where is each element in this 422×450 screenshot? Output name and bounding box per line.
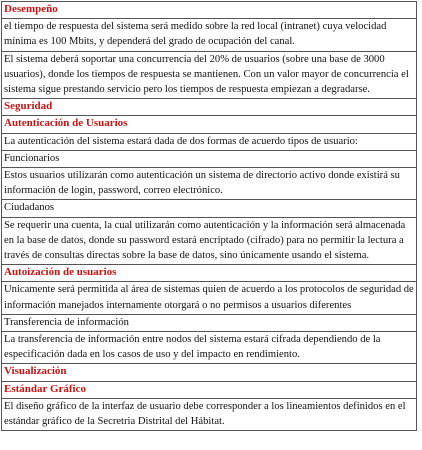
- table-row: [2, 2, 417, 19]
- table-row: [2, 265, 417, 282]
- table-row: [2, 217, 417, 265]
- table-cell: el tiempo de respuesta del sistema será medido sobre la red local (intranet) cuya velocidad mínima es 100 Mbits, y dependerá del grado de ocupación del canal.: [2, 19, 417, 51]
- section-heading: Autoización de usuarios: [2, 265, 417, 282]
- table-row: [2, 150, 417, 167]
- table-row: [2, 364, 417, 381]
- requirements-table-body: [2, 2, 417, 431]
- section-heading: Visualización: [2, 364, 417, 381]
- table-row: [2, 19, 417, 51]
- table-row: [2, 99, 417, 116]
- table-cell: Ciudadanos: [2, 200, 417, 217]
- table-row: [2, 133, 417, 150]
- table-row: [2, 314, 417, 331]
- table-cell: Unicamente será permitida al área de sistemas quien de acuerdo a los protocolos de seguridad de información manejados internamente otorgará o no permisos a usuarios diferentes: [2, 282, 417, 314]
- table-cell: El diseño gráfico de la interfaz de usuario debe corresponder a los lineamientos definidos en el estándar gráfico de la Secretria Distrital del Hábitat.: [2, 398, 417, 430]
- table-row: [2, 381, 417, 398]
- table-row: [2, 282, 417, 314]
- section-heading: Estándar Gráfico: [2, 381, 417, 398]
- table-cell: Estos usuarios utilizarán como autenticación un sistema de directorio activo donde existirá su información de login, password, correo electrónico.: [2, 168, 417, 200]
- requirements-table: [1, 1, 417, 431]
- table-cell: La transferencia de información entre nodos del sistema estará cifrada dependiendo de la especificación dada en los casos de uso y del impacto en rendimiento.: [2, 332, 417, 364]
- section-heading: Autenticación de Usuarios: [2, 116, 417, 133]
- table-cell: Funcionarios: [2, 150, 417, 167]
- table-row: [2, 398, 417, 430]
- table-row: [2, 168, 417, 200]
- section-heading: Desempeño: [2, 2, 417, 19]
- table-cell: El sistema deberá soportar una concurrencia del 20% de usuarios (sobre una base de 3000 usuarios), donde los tiempos de respuesta se mantienen. Con un valor mayor de concurrencia el sistema sigue prestando servicio pero los tiempos de respuesta empiezan a degradarse.: [2, 51, 417, 99]
- table-cell: Se requerir una cuenta, la cual utilizarán como autenticación y la información será almacenada en la base de datos, donde su password estará encriptado (cifrado) para no permitir la lectura a través de consultas directas sobre la base de datos, sino únicamente usando el sistema.: [2, 217, 417, 265]
- table-row: [2, 332, 417, 364]
- table-row: [2, 200, 417, 217]
- section-heading: Seguridad: [2, 99, 417, 116]
- table-cell: La autenticación del sistema estará dada de dos formas de acuerdo tipos de usuario:: [2, 133, 417, 150]
- table-row: [2, 116, 417, 133]
- table-cell: Transferencia de información: [2, 314, 417, 331]
- table-row: [2, 51, 417, 99]
